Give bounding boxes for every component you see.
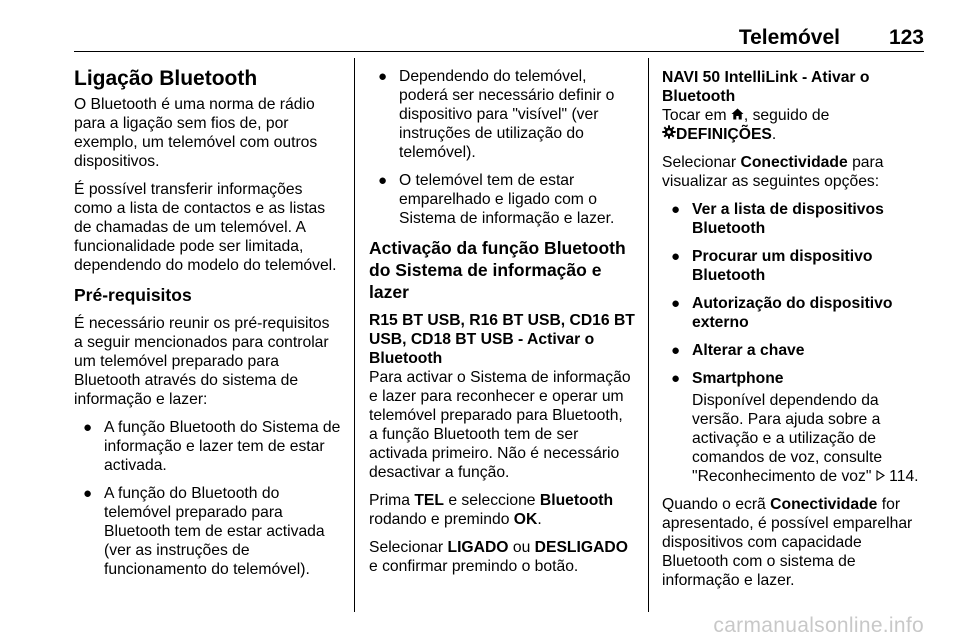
option-off: DESLIGADO (534, 539, 628, 556)
menu-settings: DEFINIÇÕES (676, 126, 772, 143)
paragraph: É necessário reunir os pré-requisitos a seguir mencionados para controlar um telemóvel preparado para Bluetooth através do sistema de informação e lazer: (74, 315, 330, 408)
page-header (74, 26, 924, 50)
paragraph: Selecionar LIGADO ou DESLIGADO e confirmar premindo o botão. (369, 539, 628, 575)
list-item: ● A função Bluetooth do Sistema de informação e lazer tem de estar activada. (83, 419, 341, 474)
subheading-bluetooth-activation: Activação da função Bluetooth do Sistema de informação e lazer (369, 238, 626, 302)
list-item: ● Procurar um dispositivo Bluetooth (671, 248, 873, 284)
list-item: ● O telemóvel tem de estar emparelhado e ligado com o Sistema de informação e lazer. (378, 172, 615, 227)
bullet-icon: ● (378, 68, 388, 85)
paragraph: Prima TEL e seleccione Bluetooth rodando e premindo OK. (369, 492, 614, 528)
bullet-icon: ● (671, 342, 681, 359)
gear-icon (662, 125, 676, 144)
bullet-icon: ● (83, 485, 93, 502)
column-1 (74, 60, 341, 588)
smartphone-description: Disponível dependendo da versão. Para ajuda sobre a activação e a utilização de comandos de voz, consulte "Reconhecimento de voz" 114. (692, 392, 919, 485)
section-title: Telemóvel (738, 26, 840, 49)
column-divider-2 (648, 58, 649, 612)
section-heading-bluetooth-connection: Ligação Bluetooth (74, 67, 258, 90)
menu-connectivity: Conectividade (740, 154, 848, 171)
column-2 (369, 60, 635, 585)
list-item: ● Smartphone Disponível dependendo da versão. Para ajuda sobre a activação e a utilização de comandos de voz, consulte "Reconhecimento de voz" 114. (662, 369, 932, 486)
bullet-icon: ● (671, 201, 681, 218)
bullet-icon: ● (671, 248, 681, 265)
paragraph: Quando o ecrã Conectividade for apresentado, é possível emparelhar dispositivos com capacidade Bluetooth com o sistema de informação e lazer. (662, 496, 913, 589)
page-number: 123 (888, 26, 924, 49)
column-divider-1 (354, 58, 355, 612)
header-rule (74, 51, 924, 52)
model-subheading: NAVI 50 IntelliLink - Ativar o Bluetooth (662, 69, 870, 105)
list-item: ● Autorização do dispositivo externo (671, 295, 893, 331)
subheading-prerequisites: Pré-requisitos (74, 285, 192, 305)
paragraph: Para activar o Sistema de informação e lazer para reconhecer e operar um telemóvel preparado para Bluetooth, a função Bluetooth tem de ser activada primeiro. Não é necessário desactivar a função. (369, 369, 631, 481)
key-tel: TEL (414, 492, 444, 509)
list-item: ● A função do Bluetooth do telemóvel preparado para Bluetooth tem de estar activada (ver as instruções de funcionamento do telemóvel). (83, 485, 325, 578)
bullet-icon: ● (83, 419, 93, 436)
option-on: LIGADO (447, 539, 509, 556)
paragraph: Selecionar Conectividade para visualizar as seguintes opções: (662, 154, 884, 190)
list-item: ● Ver a lista de dispositivos Bluetooth (671, 201, 884, 237)
bullet-icon: ● (671, 295, 681, 312)
column-3 (662, 60, 932, 599)
list-item: ● Dependendo do telemóvel, poderá ser necessário definir o dispositivo para "visível" (ver instruções de utilização do telemóvel). (378, 68, 615, 161)
paragraph: O Bluetooth é uma norma de rádio para a ligação sem fios de, por exemplo, um telemóvel com outros dispositivos. (74, 96, 318, 170)
bullet-icon: ● (378, 172, 388, 189)
list-item: ● Alterar a chave (671, 342, 805, 359)
menu-connectivity: Conectividade (770, 496, 878, 513)
arrow-reference-icon (876, 467, 885, 486)
paragraph: Tocar em , seguido de DEFINIÇÕES. (662, 107, 830, 143)
key-ok: OK (513, 511, 538, 528)
menu-bluetooth: Bluetooth (539, 492, 614, 509)
bullet-icon: ● (671, 370, 681, 387)
model-subheading: R15 BT USB, R16 BT USB, CD16 BT USB, CD18 BT USB - Activar o Bluetooth (369, 312, 635, 367)
home-icon (731, 106, 744, 125)
watermark: carmanualsonline.info (713, 614, 924, 637)
paragraph: É possível transferir informações como a lista de contactos e as listas de chamadas de um telemóvel. A funcionalidade pode ser limitada, dependendo do modelo do telemóvel. (74, 181, 337, 274)
